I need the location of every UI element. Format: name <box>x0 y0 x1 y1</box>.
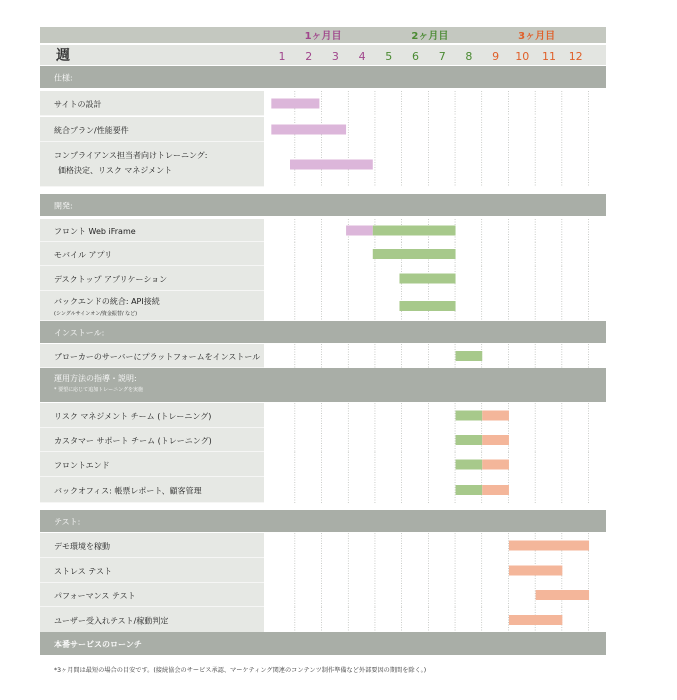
section-header-row <box>40 321 606 343</box>
task-label: コンプライアンス担当者向けトレーニング: <box>54 151 208 160</box>
gantt-bars <box>271 99 589 626</box>
month-label: 3ヶ月目 <box>518 31 556 42</box>
gantt-bar <box>271 125 346 135</box>
week-tick-label: 3 <box>331 50 339 63</box>
task-label: モバイル アプリ <box>54 250 113 260</box>
task-label: カスタマー サポート チーム (トレーニング) <box>54 436 212 446</box>
month-label: 2ヶ月目 <box>411 31 449 42</box>
week-tick-label: 1 <box>278 50 286 63</box>
launch-label: 本番サービスのローンチ <box>54 640 142 649</box>
task-label: デスクトップ アプリケーション <box>54 275 168 284</box>
week-tick-label: 4 <box>358 50 366 63</box>
gantt-bar <box>482 435 509 445</box>
task-label: ブローカーのサーバーにプラットフォームをインストール <box>54 352 261 362</box>
section-header-row <box>40 194 606 216</box>
gantt-bar <box>482 485 509 495</box>
gantt-bar <box>482 411 509 421</box>
section-label: 運用方法の指導・説明: <box>54 374 137 383</box>
task-label: パフォーマンス テスト <box>54 591 136 601</box>
gantt-bar <box>290 160 373 170</box>
month-label: 1ヶ月目 <box>304 31 342 42</box>
section-label: 開発: <box>54 201 73 211</box>
section-sublabel: * 要望に応じて追加トレーニングを実施 <box>54 387 143 393</box>
section-header-row <box>40 66 606 88</box>
week-tick-label: 12 <box>568 50 583 63</box>
week-tick-label: 11 <box>542 50 556 63</box>
gantt-bar <box>399 301 455 311</box>
section-label: インストール: <box>54 328 105 338</box>
task-label: デモ環境を稼動 <box>54 542 110 551</box>
section-header-row <box>40 510 606 532</box>
task-label: リスク マネジメント チーム (トレーニング) <box>54 412 212 421</box>
task-label: ストレス テスト <box>54 567 112 576</box>
task-label: フロントエンド <box>54 461 110 470</box>
gantt-bar <box>456 485 483 495</box>
task-label: バックオフィス: 帳票レポート、顧客管理 <box>54 486 202 496</box>
week-tick-label: 8 <box>465 50 473 63</box>
section-label: 仕様: <box>54 73 73 83</box>
task-label-line2: 価格決定、リスク マネジメント <box>58 166 173 175</box>
gantt-bar <box>536 590 589 600</box>
week-tick-label: 2 <box>305 50 313 63</box>
footnote: *3ヶ月間は最短の場合の目安です。(接続協会のサービス承認、マーケティング関連のコンテンツ制作準備など外部要因の期間を除く。) <box>54 667 427 674</box>
gantt-bar <box>456 435 483 445</box>
task-label: フロント Web iFrame <box>54 227 136 236</box>
task-label: 統合プラン/性能要件 <box>54 126 129 135</box>
week-tick-label: 9 <box>492 50 500 63</box>
gantt-bar <box>509 566 562 576</box>
task-label-cell <box>40 142 264 187</box>
gantt-bar <box>373 226 456 236</box>
week-header-label: 週 <box>56 48 70 64</box>
gantt-bar <box>456 411 483 421</box>
week-tick-label: 6 <box>412 50 419 63</box>
gantt-bar <box>482 460 509 470</box>
task-label: サイトの設計 <box>54 100 102 109</box>
gantt-bar <box>373 249 456 259</box>
gantt-bar <box>509 615 562 625</box>
task-label: バックエンドの統合: API接続 <box>54 297 160 306</box>
task-sublabel: (シングルサインオン/資金振替/ など) <box>54 311 138 317</box>
gantt-bar <box>346 226 373 236</box>
week-header-row <box>40 45 606 65</box>
week-tick-label: 5 <box>385 50 393 63</box>
gantt-bar <box>456 460 483 470</box>
week-tick-label: 10 <box>515 50 530 63</box>
week-gridlines <box>295 91 589 633</box>
section-label: テスト: <box>54 517 81 527</box>
task-label: ユーザー受入れテスト/稼動判定 <box>54 616 169 626</box>
week-tick-label: 7 <box>438 50 446 63</box>
gantt-bar <box>271 99 319 109</box>
gantt-bar <box>399 274 455 284</box>
gantt-bar <box>509 541 589 551</box>
gantt-bar <box>456 351 483 361</box>
month-header-row <box>40 27 606 43</box>
